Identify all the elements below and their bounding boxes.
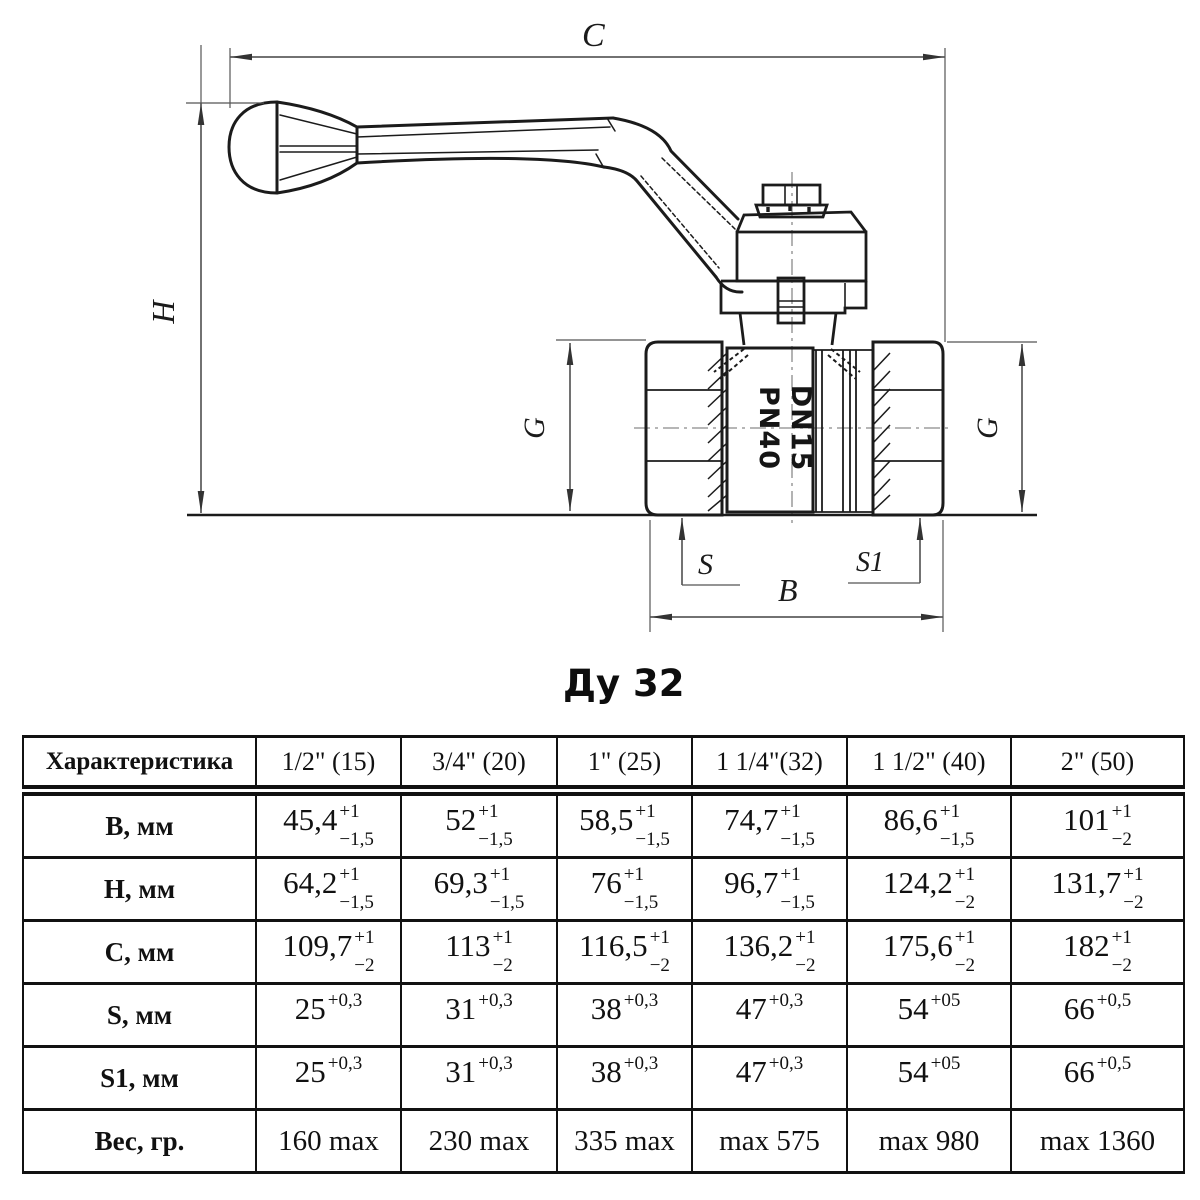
body-marking-dn: DN15 — [785, 384, 816, 472]
dim-label-g-left: G — [518, 417, 551, 439]
body-marking-pn: PN40 — [753, 386, 784, 470]
table-cell: 45,4 +1 −1,5 — [256, 791, 401, 858]
dim-label-c: C — [582, 17, 605, 54]
table-cell: max 980 — [847, 1110, 1011, 1173]
table-cell: 54 +05 — [847, 984, 1011, 1047]
drawing-caption: Ду 32 — [563, 662, 685, 705]
row-label-weight: Вес, гр. — [23, 1110, 256, 1173]
extension-lines — [186, 45, 1037, 632]
table-cell: 47 +0,3 — [692, 1047, 847, 1110]
row-label-b: В, мм — [23, 791, 256, 858]
table-cell: 182 +1 −2 — [1011, 921, 1184, 984]
valve-handle — [229, 102, 742, 292]
thread-hatch-right — [873, 353, 890, 511]
table-cell: 31 +0,3 — [401, 1047, 557, 1110]
spec-table — [22, 735, 1185, 1174]
table-row-c — [23, 921, 1184, 984]
dim-label-g-right: G — [971, 417, 1004, 439]
row-label-h: Н, мм — [23, 858, 256, 921]
table-cell: 160 max — [256, 1110, 401, 1173]
table-cell: 25 +0,3 — [256, 1047, 401, 1110]
table-cell: 109,7 +1 −2 — [256, 921, 401, 984]
table-cell: 38 +0,3 — [557, 984, 692, 1047]
col-header-size-40: 1 1/2" (40) — [847, 737, 1011, 791]
col-header-size-50: 2" (50) — [1011, 737, 1184, 791]
table-cell: 113 +1 −2 — [401, 921, 557, 984]
table-cell: 52 +1 −1,5 — [401, 791, 557, 858]
table-cell: 47 +0,3 — [692, 984, 847, 1047]
row-label-c: С, мм — [23, 921, 256, 984]
table-cell: 131,7 +1 −2 — [1011, 858, 1184, 921]
table-cell: 136,2 +1 −2 — [692, 921, 847, 984]
col-header-size-32: 1 1/4"(32) — [692, 737, 847, 791]
table-cell: 38 +0,3 — [557, 1047, 692, 1110]
table-cell: 58,5 +1 −1,5 — [557, 791, 692, 858]
thread-hatch-left — [708, 353, 727, 511]
col-header-size-15: 1/2" (15) — [256, 737, 401, 791]
spec-table-header-row — [23, 737, 1184, 791]
col-header-size-20: 3/4" (20) — [401, 737, 557, 791]
table-cell: 54 +05 — [847, 1047, 1011, 1110]
row-label-s: S, мм — [23, 984, 256, 1047]
table-cell: 74,7 +1 −1,5 — [692, 791, 847, 858]
dim-label-h: H — [145, 300, 181, 324]
valve-stem-assembly — [721, 185, 866, 345]
table-cell: 116,5 +1 −2 — [557, 921, 692, 984]
table-cell: 64,2 +1 −1,5 — [256, 858, 401, 921]
dim-label-s1: S1 — [856, 547, 884, 578]
table-row-h — [23, 858, 1184, 921]
table-row-s1 — [23, 1047, 1184, 1110]
row-label-s1: S1, мм — [23, 1047, 256, 1110]
table-cell: 101 +1 −2 — [1011, 791, 1184, 858]
table-cell: 66 +0,5 — [1011, 1047, 1184, 1110]
table-cell: max 575 — [692, 1110, 847, 1173]
table-cell: 86,6 +1 −1,5 — [847, 791, 1011, 858]
table-row-s — [23, 984, 1184, 1047]
table-cell: 25 +0,3 — [256, 984, 401, 1047]
dim-label-b: B — [778, 572, 798, 608]
table-row-weight — [23, 1110, 1184, 1173]
table-cell: 230 max — [401, 1110, 557, 1173]
table-cell: 124,2 +1 −2 — [847, 858, 1011, 921]
table-cell: 69,3 +1 −1,5 — [401, 858, 557, 921]
table-row-b — [23, 791, 1184, 858]
table-cell: 31 +0,3 — [401, 984, 557, 1047]
col-header-size-25: 1" (25) — [557, 737, 692, 791]
table-cell: 76 +1 −1,5 — [557, 858, 692, 921]
col-header-characteristic: Характеристика — [23, 737, 256, 791]
table-cell: 335 max — [557, 1110, 692, 1173]
table-cell: max 1360 — [1011, 1110, 1184, 1173]
table-cell: 66 +0,5 — [1011, 984, 1184, 1047]
table-cell: 175,6 +1 −2 — [847, 921, 1011, 984]
dimension-lines — [201, 57, 1022, 617]
dim-label-s: S — [698, 548, 713, 581]
table-cell: 96,7 +1 −1,5 — [692, 858, 847, 921]
